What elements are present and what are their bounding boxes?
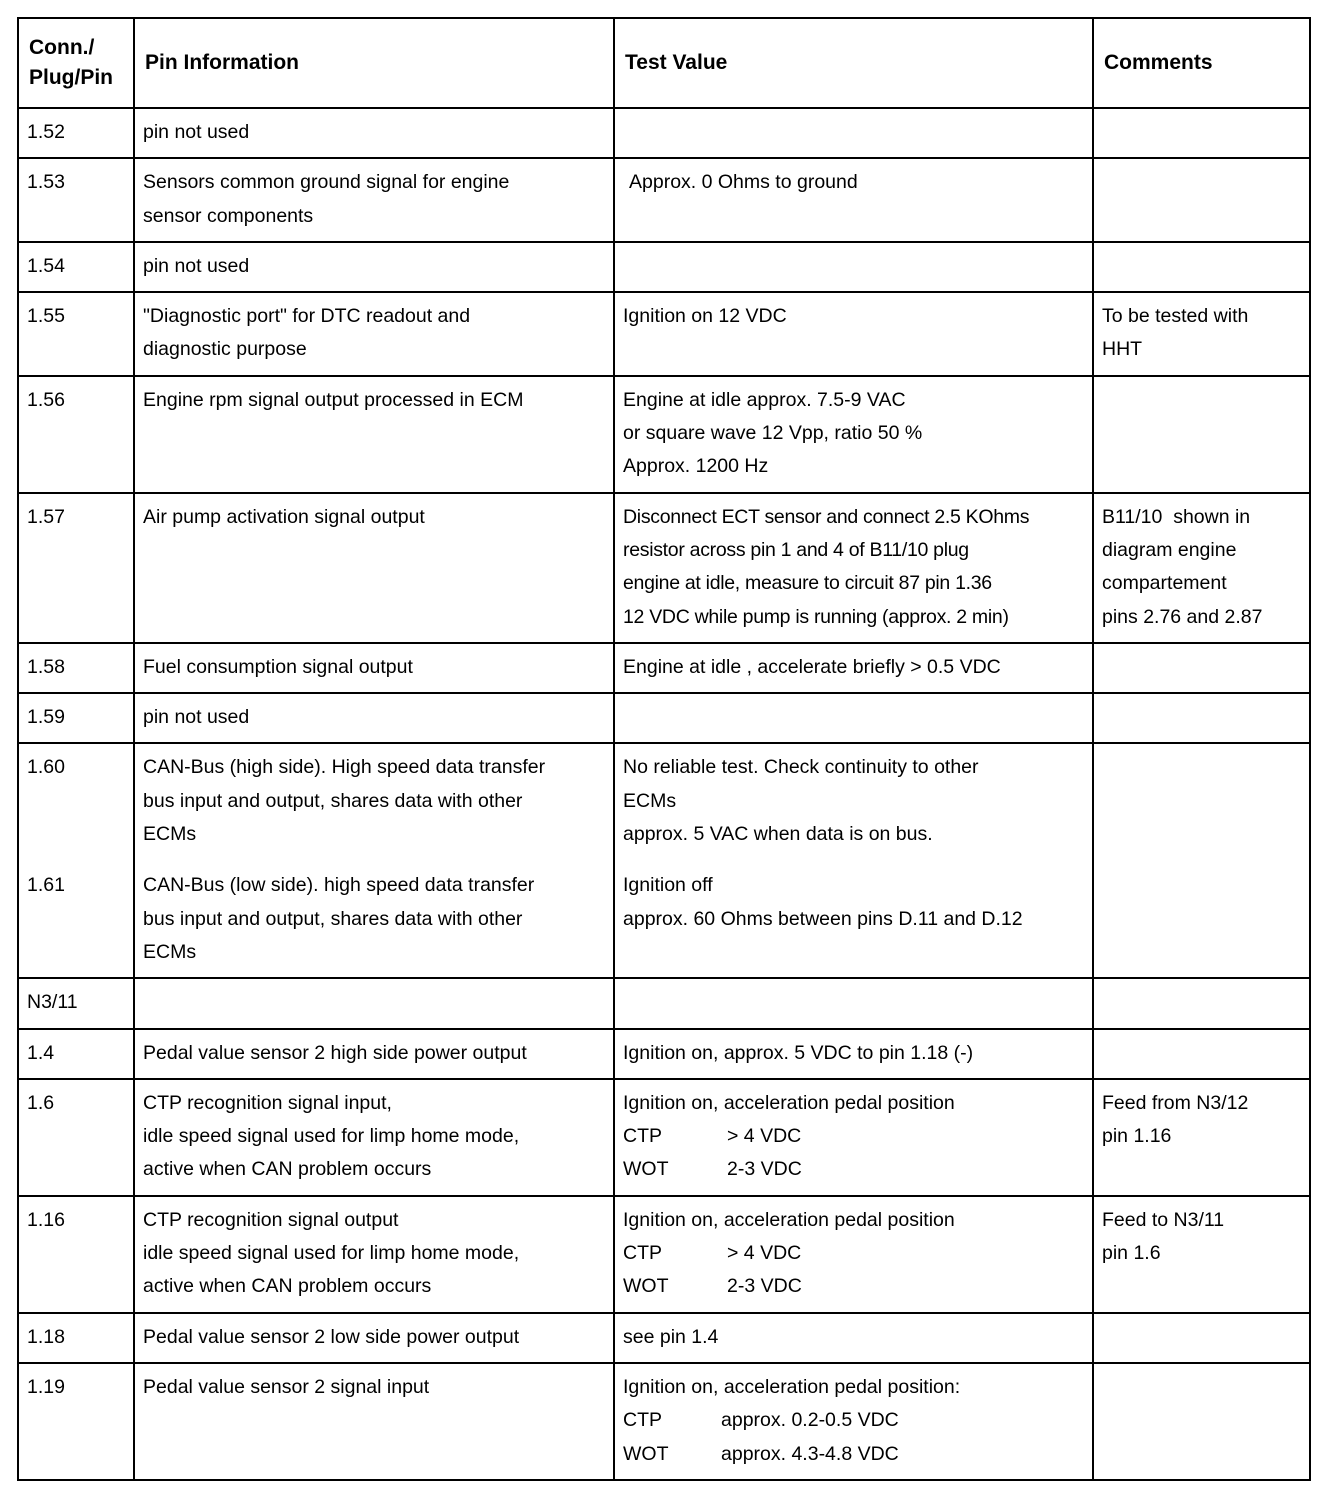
test-cell xyxy=(614,158,1093,242)
pin-cell: 1.53 xyxy=(18,158,134,242)
table-row xyxy=(18,292,1310,376)
info-line: ECMs xyxy=(143,823,197,846)
comments-cell xyxy=(1093,1196,1310,1313)
test-cell xyxy=(614,242,1093,292)
info-line: "Diagnostic port" for DTC readout and xyxy=(143,305,471,328)
comments-cell xyxy=(1093,1079,1310,1196)
test-cell xyxy=(614,743,1093,978)
info-cell xyxy=(134,1363,614,1480)
info-line: CTP recognition signal input, xyxy=(143,1091,392,1114)
info-cell xyxy=(134,693,614,743)
test-line: Ignition on, approx. 5 VDC to pin 1.18 (-) xyxy=(623,1041,974,1064)
info-line: ECMs xyxy=(143,940,197,963)
test-pair-label: CTP xyxy=(623,1409,662,1432)
info-cell xyxy=(134,242,614,292)
pin-cell: 1.18 xyxy=(18,1313,134,1363)
header-pin-line: Plug/Pin xyxy=(29,66,113,89)
section-label: N3/11 xyxy=(18,978,134,1028)
test-cell xyxy=(614,1029,1093,1079)
info-line: Air pump activation signal output xyxy=(143,505,425,528)
test-pair-label: CTP xyxy=(623,1242,662,1265)
info-line: diagnostic purpose xyxy=(143,338,307,361)
test-line: Approx. 0 Ohms to ground xyxy=(629,171,858,194)
comment-line: pins 2.76 and 2.87 xyxy=(1102,605,1263,628)
info-line: active when CAN problem occurs xyxy=(143,1275,432,1298)
info-line: CTP recognition signal output xyxy=(143,1208,399,1231)
info-line: pin not used xyxy=(143,706,250,729)
comment-line: compartement xyxy=(1102,572,1227,595)
comments-cell xyxy=(1093,743,1310,978)
header-pin-line: Conn./ xyxy=(29,36,95,59)
table-row xyxy=(18,1363,1310,1480)
test-cell xyxy=(614,693,1093,743)
info-line: Pedal value sensor 2 low side power output xyxy=(143,1325,520,1348)
test-line: Ignition on, acceleration pedal position xyxy=(623,1208,955,1231)
table-row-can-bus xyxy=(18,743,1310,978)
table-row xyxy=(18,493,1310,643)
info-cell xyxy=(134,1029,614,1079)
comment-line: To be tested with xyxy=(1102,305,1249,328)
test-cell xyxy=(614,108,1093,158)
test-cell xyxy=(614,643,1093,693)
test-cell xyxy=(614,1363,1093,1480)
comment-line: diagram engine xyxy=(1102,538,1237,561)
test-pair-label: WOT xyxy=(623,1442,669,1465)
test-cell xyxy=(614,1079,1093,1196)
comment-line: HHT xyxy=(1102,338,1143,361)
test-line: Approx. 1200 Hz xyxy=(623,455,769,478)
test-line: Ignition on, acceleration pedal position xyxy=(623,1091,955,1114)
test-pair xyxy=(623,1438,1084,1471)
test-line: No reliable test. Check continuity to other xyxy=(623,756,979,779)
test-line: resistor across pin 1 and 4 of B11/10 plug xyxy=(623,538,969,561)
info-cell xyxy=(134,743,614,978)
info-cell xyxy=(134,1079,614,1196)
comments-cell xyxy=(1093,292,1310,376)
pin-table xyxy=(17,17,1311,1481)
comment-line: pin 1.16 xyxy=(1102,1125,1172,1148)
test-pair-value: > 4 VDC xyxy=(727,1125,802,1148)
comments-cell xyxy=(1093,242,1310,292)
info-cell xyxy=(134,292,614,376)
pin-cell: 1.6 xyxy=(18,1079,134,1196)
header-pin xyxy=(18,18,134,108)
comments-cell xyxy=(1093,1029,1310,1079)
test-line: ECMs xyxy=(623,789,677,812)
table-row xyxy=(18,158,1310,242)
pin-cell: 1.56 xyxy=(18,376,134,493)
test-pair-value: > 4 VDC xyxy=(727,1242,802,1265)
pin-cell: 1.16 xyxy=(18,1196,134,1313)
comments-cell xyxy=(1093,493,1310,643)
table-row xyxy=(18,643,1310,693)
test-cell xyxy=(614,376,1093,493)
pin-cell: 1.57 xyxy=(18,493,134,643)
test-line: Engine at idle , accelerate briefly > 0.5 VDC xyxy=(623,655,1001,678)
pin-cell: 1.55 xyxy=(18,292,134,376)
test-line: 12 VDC while pump is running (approx. 2 min) xyxy=(623,605,1009,628)
comment-line: Feed to N3/11 xyxy=(1102,1208,1225,1231)
pin-cell xyxy=(18,743,134,978)
header-comments: Comments xyxy=(1093,18,1310,108)
table-row xyxy=(18,1079,1310,1196)
comments-cell xyxy=(1093,643,1310,693)
pin-cell: 1.54 xyxy=(18,242,134,292)
test-line: Ignition on, acceleration pedal position: xyxy=(623,1375,961,1398)
test-pair-label: CTP xyxy=(623,1125,662,1148)
pin-cell: 1.4 xyxy=(18,1029,134,1079)
test-line: Ignition off xyxy=(623,874,713,897)
test-pair-value: 2-3 VDC xyxy=(727,1275,802,1298)
header-test: Test Value xyxy=(614,18,1093,108)
info-line: CAN-Bus (low side). high speed data transfer xyxy=(143,874,535,897)
header-row xyxy=(18,18,1310,108)
table-row xyxy=(18,693,1310,743)
section-row xyxy=(18,978,1310,1028)
pin-can-high: 1.60 xyxy=(27,756,65,779)
info-line: sensor components xyxy=(143,204,314,227)
test-line: Engine at idle approx. 7.5-9 VAC xyxy=(623,388,906,411)
info-cell xyxy=(134,376,614,493)
info-line: CAN-Bus (high side). High speed data transfer xyxy=(143,756,546,779)
pin-cell: 1.58 xyxy=(18,643,134,693)
info-cell xyxy=(134,978,614,1028)
test-line: or square wave 12 Vpp, ratio 50 % xyxy=(623,422,923,445)
table-row xyxy=(18,376,1310,493)
table-row xyxy=(18,1196,1310,1313)
info-cell xyxy=(134,1313,614,1363)
pin-cell: 1.19 xyxy=(18,1363,134,1480)
table-row xyxy=(18,1029,1310,1079)
test-pair-label: WOT xyxy=(623,1158,669,1181)
info-line: idle speed signal used for limp home mode, xyxy=(143,1242,520,1265)
comments-cell xyxy=(1093,108,1310,158)
test-line: Ignition on 12 VDC xyxy=(623,305,787,328)
info-line: pin not used xyxy=(143,254,250,277)
comments-cell xyxy=(1093,158,1310,242)
info-cell xyxy=(134,643,614,693)
test-line: see pin 1.4 xyxy=(623,1325,719,1348)
info-line: pin not used xyxy=(143,121,250,143)
header-info: Pin Information xyxy=(134,18,614,108)
test-line: approx. 5 VAC when data is on bus. xyxy=(623,823,933,846)
comments-cell xyxy=(1093,1363,1310,1480)
table-row xyxy=(18,108,1310,158)
info-line: bus input and output, shares data with other xyxy=(143,907,523,930)
info-line: active when CAN problem occurs xyxy=(143,1158,432,1181)
test-pair xyxy=(623,1270,1084,1303)
test-pair-value: 2-3 VDC xyxy=(727,1158,802,1181)
test-pair xyxy=(623,1153,1084,1186)
pin-cell: 1.59 xyxy=(18,693,134,743)
info-cell xyxy=(134,493,614,643)
info-line: idle speed signal used for limp home mode, xyxy=(143,1125,520,1148)
info-cell xyxy=(134,108,614,158)
test-pair-label: WOT xyxy=(623,1275,669,1298)
test-line: approx. 60 Ohms between pins D.11 and D.12 xyxy=(623,907,1023,930)
comments-cell xyxy=(1093,376,1310,493)
info-cell xyxy=(134,1196,614,1313)
info-line: Pedal value sensor 2 signal input xyxy=(143,1375,430,1398)
pin-can-low: 1.61 xyxy=(27,874,65,897)
info-line: bus input and output, shares data with other xyxy=(143,789,523,812)
comments-cell xyxy=(1093,1313,1310,1363)
comments-cell xyxy=(1093,693,1310,743)
test-cell xyxy=(614,1313,1093,1363)
test-pair xyxy=(623,1404,1084,1437)
test-cell xyxy=(614,292,1093,376)
test-cell xyxy=(614,493,1093,643)
test-pair-value: approx. 4.3-4.8 VDC xyxy=(721,1442,899,1465)
comment-line: pin 1.6 xyxy=(1102,1242,1161,1265)
test-cell xyxy=(614,1196,1093,1313)
test-pair xyxy=(623,1120,1084,1153)
test-pair xyxy=(623,1237,1084,1270)
info-cell xyxy=(134,158,614,242)
comment-line: Feed from N3/12 xyxy=(1102,1091,1249,1114)
comments-cell xyxy=(1093,978,1310,1028)
comment-line: B11/10 shown in xyxy=(1102,505,1251,528)
info-line: Sensors common ground signal for engine xyxy=(143,171,510,194)
info-line: Pedal value sensor 2 high side power output xyxy=(143,1041,527,1064)
test-cell xyxy=(614,978,1093,1028)
test-line: engine at idle, measure to circuit 87 pin 1.36 xyxy=(623,572,992,595)
pin-cell: 1.52 xyxy=(18,108,134,158)
info-line: Fuel consumption signal output xyxy=(143,655,413,678)
table-row xyxy=(18,1313,1310,1363)
table-row xyxy=(18,242,1310,292)
test-pair-value: approx. 0.2-0.5 VDC xyxy=(721,1409,899,1432)
test-line: Disconnect ECT sensor and connect 2.5 KOhms xyxy=(623,505,1030,528)
info-line: Engine rpm signal output processed in ECM xyxy=(143,388,524,411)
